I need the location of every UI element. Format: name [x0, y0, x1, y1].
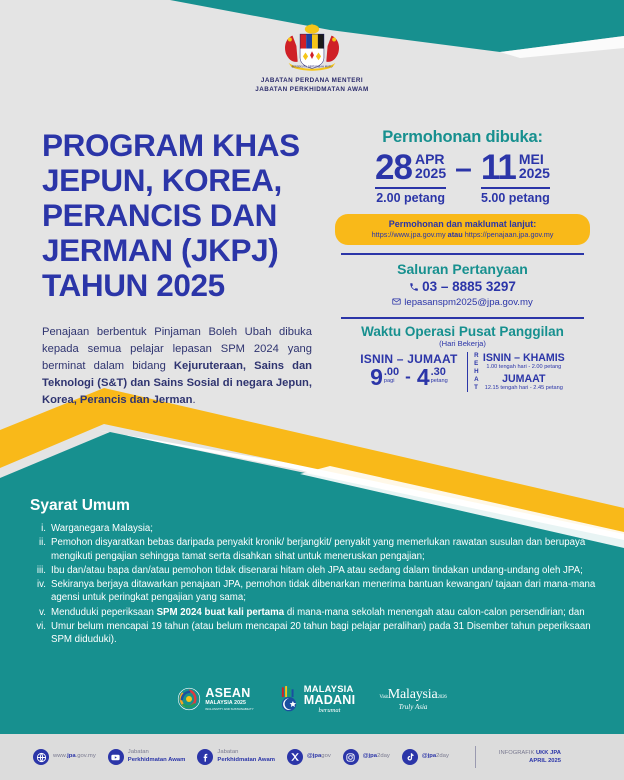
hours-close-mins: .30	[430, 365, 446, 378]
terms-list	[30, 522, 598, 647]
info-url-1[interactable]: https://www.jpa.gov.my	[371, 229, 446, 239]
phone-icon	[409, 280, 419, 295]
madani-line-2: MADANI	[303, 692, 356, 707]
end-month: MEI	[518, 151, 544, 167]
divider-2	[341, 317, 584, 319]
youtube-line-1: Jabatan	[127, 749, 149, 756]
x-handle-tail: gov	[321, 753, 331, 760]
dept-line-1: JABATAN PERDANA MENTERI	[260, 77, 364, 84]
break-times	[468, 352, 565, 392]
list-item	[30, 536, 598, 563]
malaysia-madani-logo	[278, 684, 356, 714]
info-url-2[interactable]: https://penajaan.jpa.gov.my	[464, 229, 554, 239]
info-url-conjunction: atau	[445, 229, 465, 239]
term-1-num: i.	[41, 523, 46, 534]
term-3-num: iii.	[36, 564, 46, 576]
term-3-text: Ibu dan/atau bapa dan/atau pemohon tidak disenarai hitam oleh JPA atau sedang dalam tindakan undang-undang oleh JPA;	[51, 564, 583, 576]
start-date-block	[375, 148, 447, 205]
page-title	[42, 128, 335, 304]
operating-hours	[360, 352, 466, 392]
facebook-line-2: Perkhidmatan Awam	[217, 757, 276, 763]
more-info-label: Permohonan dan maklumat lanjut:	[388, 218, 537, 229]
svg-text:BERSEKUTU BERTAMBAH MUTU: BERSEKUTU BERTAMBAH MUTU	[291, 65, 333, 69]
visit-malaysia-logo	[379, 688, 446, 711]
start-time: 2.00 petang	[375, 187, 446, 205]
break-2-time: 12.15 tengah hari - 2.45 petang	[484, 385, 563, 392]
start-year: 2025	[414, 165, 447, 182]
hours-subtitle: (Hari Bekerja)	[439, 338, 486, 348]
footer-item-tiktok[interactable]	[402, 749, 449, 765]
term-1-text: Warganegara Malaysia;	[51, 523, 153, 534]
title-line-4: JERMAN (JKPJ)	[42, 232, 279, 269]
asean-line-2: MALAYSIA 2025	[205, 700, 247, 707]
term-2-num: ii.	[39, 537, 46, 549]
title-line-1: PROGRAM KHAS	[42, 127, 300, 163]
x-handle-bold: @jpa	[307, 753, 322, 760]
title-line-5: TAHUN 2025	[42, 267, 225, 304]
footer-item-website[interactable]	[33, 749, 96, 765]
divider-1	[341, 253, 584, 255]
list-item	[30, 564, 598, 577]
hours-close-period: petang	[430, 377, 448, 384]
infographic-credit	[499, 749, 561, 766]
list-item	[30, 606, 598, 619]
term-4-num: iv.	[37, 579, 46, 591]
term-6-num: vi.	[36, 620, 46, 632]
application-heading: Permohonan dibuka:	[382, 128, 543, 146]
main-content	[0, 128, 624, 409]
start-month: APR	[414, 151, 445, 167]
left-column	[0, 128, 335, 409]
break-item-2	[483, 373, 565, 391]
term-5-text-pre: Menduduki peperiksaan	[51, 606, 157, 618]
footer-item-youtube[interactable]	[108, 749, 186, 765]
hours-block	[335, 352, 590, 392]
website-bold: jpa	[67, 753, 76, 760]
list-item	[30, 620, 598, 647]
application-dates	[335, 148, 590, 205]
footer-item-facebook[interactable]	[197, 749, 275, 765]
social-footer	[0, 734, 624, 780]
facebook-icon	[197, 749, 213, 765]
break-item-1	[483, 352, 565, 370]
break-1-time: 1.00 tengah hari - 2.00 petang	[486, 364, 562, 371]
credit-prefix: INFOGRAFIK	[498, 749, 536, 756]
break-2-days: JUMAAT	[502, 373, 546, 386]
break-1-days: ISNIN – KHAMIS	[482, 352, 565, 365]
start-day: 28	[375, 148, 412, 187]
instagram-handle-bold: @jpa	[362, 753, 378, 760]
youtube-icon	[108, 749, 124, 765]
website-tail: .gov.my	[75, 753, 96, 760]
tiktok-handle-tail: 2day	[436, 753, 449, 760]
footer-item-instagram[interactable]	[343, 749, 390, 765]
asean-logo-icon	[177, 687, 201, 711]
more-info-box[interactable]	[335, 214, 590, 245]
list-item	[30, 522, 598, 535]
right-column	[335, 128, 624, 392]
description-end: .	[192, 393, 196, 406]
enquiry-email: lepasanspm2025@jpa.gov.my	[404, 296, 533, 308]
list-item	[30, 578, 598, 605]
asean-logo	[177, 687, 253, 712]
title-line-2: JEPUN, KOREA,	[42, 162, 282, 199]
end-day: 11	[480, 148, 516, 187]
madani-line-1: MALAYSIA	[303, 683, 354, 694]
enquiry-phone-row[interactable]	[335, 279, 590, 295]
credit-org: UKK JPA	[535, 749, 561, 756]
vm-year: 2026	[437, 694, 447, 700]
term-6-text: Umur belum mencapai 19 tahun (atau belum mencapai 20 tahun bagi pelajar peralihan) pada 31 Disember tahun peperiksaan SPM diduduki).	[51, 620, 591, 646]
vm-prefix: Visit	[379, 694, 388, 700]
end-year: 2025	[518, 165, 550, 182]
enquiry-email-row[interactable]	[335, 297, 590, 309]
footer-item-x[interactable]	[287, 749, 331, 765]
enquiry-title: Saluran Pertanyaan	[397, 260, 528, 277]
enquiry-phone: 03 – 8885 3297	[422, 278, 516, 294]
footer-divider	[475, 746, 476, 768]
credit-date: APRIL 2025	[529, 758, 561, 764]
term-2-text: Pemohon disyaratkan bebas daripada penyakit kronik/ berjangkit/ penyakit yang memerlukan rawatan susulan dan berupaya mengikuti pengajian sehingga tamat serta disahkan sihat untuk meneruskan pengajian;	[51, 537, 586, 562]
vm-line-1: Malaysia	[387, 686, 438, 702]
hours-title: Waktu Operasi Pusat Panggilan	[361, 323, 564, 339]
description-normal: Penajaan berbentuk Pinjaman Boleh Ubah dibuka kepada semua pelajar lepasan SPM 2024 yang berminat dalam bidang	[42, 325, 312, 372]
program-description	[42, 324, 312, 409]
term-5-text	[51, 606, 598, 619]
globe-icon	[33, 749, 49, 765]
youtube-line-2: Perkhidmatan Awam	[127, 757, 186, 763]
hours-close-hour: 4	[416, 363, 430, 390]
date-separator: –	[455, 152, 472, 185]
instagram-icon	[343, 749, 359, 765]
end-date-block	[480, 148, 550, 205]
website-prefix: www.	[53, 753, 68, 760]
hours-open-mins: .00	[383, 365, 400, 378]
asean-line-3: INCLUSIVITY AND SUSTAINABILITY	[205, 707, 254, 712]
hours-days: ISNIN – JUMAAT	[360, 351, 458, 366]
envelope-icon	[392, 297, 401, 309]
hours-dash: -	[405, 366, 411, 386]
facebook-line-1: Jabatan	[217, 749, 239, 756]
hours-open-period: pagi	[383, 377, 395, 384]
term-5-text-post: di mana-mana sekolah menengah atau calon-calon persendirian; dan	[284, 606, 585, 618]
poster-header	[0, 20, 624, 95]
hours-open-hour: 9	[370, 363, 383, 390]
vm-line-2: Truly Asia	[398, 702, 428, 711]
terms-title: Syarat Umum	[30, 497, 130, 514]
malaysia-coat-of-arms-icon	[273, 20, 351, 72]
malaysia-madani-logo-icon	[278, 686, 300, 712]
term-5-num: v.	[39, 606, 46, 618]
instagram-handle-tail: 2day	[377, 753, 390, 760]
terms-section	[0, 497, 624, 648]
break-label: R E H A T	[474, 351, 479, 391]
tiktok-icon	[402, 749, 418, 765]
asean-line-1: ASEAN	[205, 685, 251, 700]
title-line-3: PERANCIS DAN	[42, 197, 277, 234]
partner-logos	[0, 684, 624, 714]
madani-line-3: berumat	[318, 707, 341, 715]
x-twitter-icon	[287, 749, 303, 765]
description-bold: Kejuruteraan, Sains dan Teknologi (S&T) dan Sains Sosial di negara Jepun, Korea, Perancis dan Jerman	[42, 359, 312, 406]
tiktok-handle-bold: @jpa	[421, 753, 437, 760]
term-5-text-bold: SPM 2024 buat kali pertama	[156, 606, 285, 618]
dept-line-2: JABATAN PERKHIDMATAN AWAM	[255, 86, 369, 94]
end-time: 5.00 petang	[481, 187, 550, 205]
term-4-text: Sekiranya berjaya ditawarkan penajaan JPA, pemohon tidak dibenarkan menerima bantuan kewangan/ tajaan dari mana-mana agensi untuk peringkat pengajian yang sama;	[51, 579, 596, 604]
